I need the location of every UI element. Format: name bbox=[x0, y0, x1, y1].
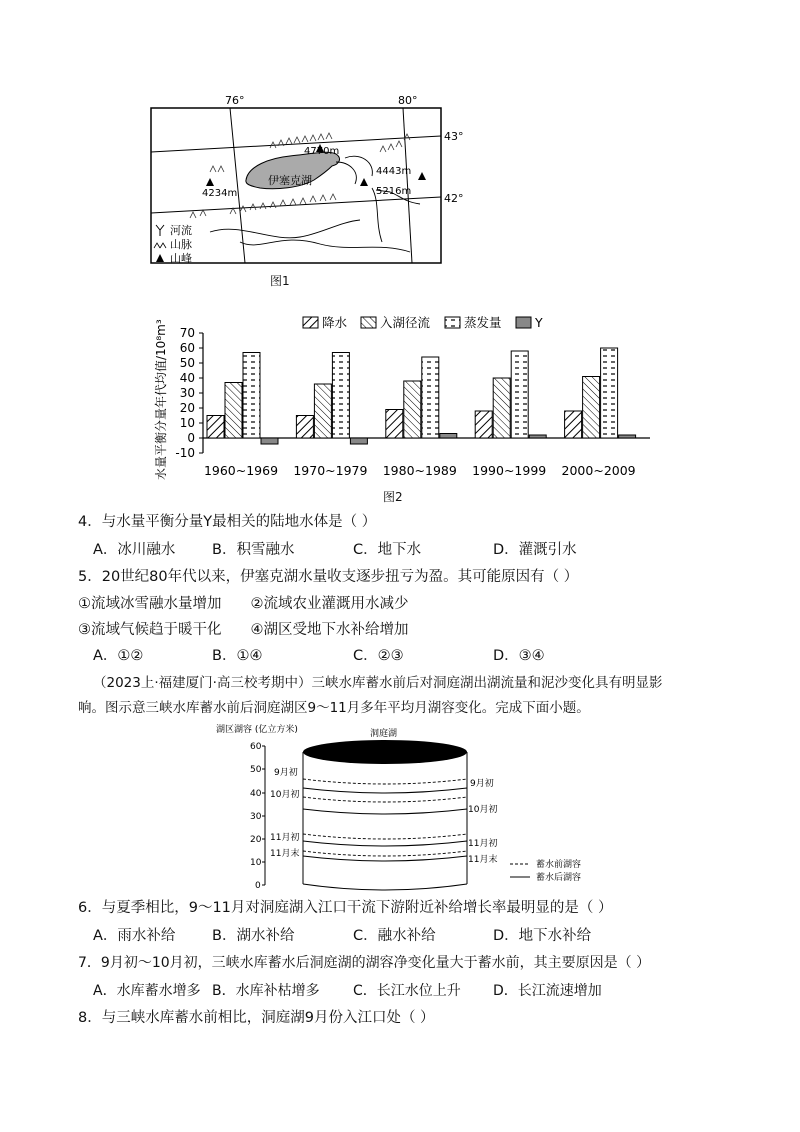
intro-line-1: （2023上·福建厦门·高三校考期中）三峡水库蓄水前后对洞庭湖出湖流量和泥沙变化具有明显影 bbox=[93, 675, 663, 691]
question-5-option-d: D．③④ bbox=[493, 648, 545, 664]
legend-mountain: 山脉 bbox=[170, 238, 192, 251]
question-4-stem: 4．与水量平衡分量Y最相关的陆地水体是（ ） bbox=[78, 514, 377, 530]
bar bbox=[601, 348, 618, 438]
question-7-option-b: B．水库补枯增多 bbox=[212, 983, 320, 999]
y-tick-label: 0 bbox=[187, 431, 195, 445]
right-label-nov-end: 11月末 bbox=[468, 855, 498, 865]
figure-3-cylinder bbox=[210, 722, 600, 894]
question-5-line-1: ①流域冰雪融水量增加 ②流域农业灌溉用水减少 bbox=[78, 596, 409, 612]
y-tick-label: 10 bbox=[179, 416, 195, 430]
left-label-nov-end: 11月末 bbox=[270, 849, 300, 859]
legend-peak: 山峰 bbox=[170, 252, 192, 265]
legend-swatch bbox=[516, 317, 531, 328]
fig3-ytick-10: 10 bbox=[250, 858, 262, 868]
y-tick-label: 60 bbox=[179, 341, 195, 355]
fig3-ytick-50: 50 bbox=[250, 765, 262, 775]
left-label-sep: 9月初 bbox=[274, 768, 298, 778]
figure-1-map bbox=[150, 92, 464, 267]
legend-before: 蓄水前湖容 bbox=[536, 860, 582, 870]
bar bbox=[296, 416, 313, 439]
bar bbox=[583, 377, 600, 439]
bar bbox=[511, 351, 528, 438]
question-5-option-b: B．①④ bbox=[212, 648, 263, 664]
y-tick-label: 70 bbox=[179, 326, 195, 340]
legend-label: 入湖径流 bbox=[380, 315, 431, 330]
x-tick-label: 1970~1979 bbox=[293, 463, 368, 478]
left-label-nov-start: 11月初 bbox=[270, 833, 300, 843]
intro-line-2: 响。图示意三峡水库蓄水前后洞庭湖区9～11月多年平均月湖容变化。完成下面小题。 bbox=[78, 700, 590, 716]
question-4-option-a: A．冰川融水 bbox=[93, 542, 176, 558]
fig3-title: 洞庭湖 bbox=[370, 729, 398, 739]
question-8-stem: 8．与三峡水库蓄水前相比，洞庭湖9月份入江口处（ ） bbox=[78, 1010, 435, 1026]
bar bbox=[207, 416, 224, 439]
y-tick-label: 40 bbox=[179, 371, 195, 385]
legend-label: 降水 bbox=[322, 315, 348, 330]
bar bbox=[565, 411, 582, 438]
fig3-ytick-0: 0 bbox=[255, 881, 261, 891]
peak-label-4770: 4770m bbox=[304, 146, 340, 157]
bar bbox=[261, 438, 278, 444]
legend-swatch bbox=[445, 317, 460, 328]
question-6-option-c: C．融水补给 bbox=[353, 928, 436, 944]
fig3-ytick-30: 30 bbox=[250, 812, 262, 822]
x-tick-label: 1980~1989 bbox=[382, 463, 457, 478]
x-tick-label: 2000~2009 bbox=[561, 463, 636, 478]
bar bbox=[440, 434, 457, 439]
legend-label: 蒸发量 bbox=[464, 315, 502, 330]
bar bbox=[619, 435, 636, 438]
y-tick-label: 20 bbox=[179, 401, 195, 415]
question-5-line-2: ③流域气候趋于暖干化 ④湖区受地下水补给增加 bbox=[78, 622, 409, 638]
question-7-option-c: C．长江水位上升 bbox=[353, 983, 461, 999]
bar bbox=[243, 353, 260, 439]
figure-2-chart bbox=[145, 305, 660, 480]
legend-swatch bbox=[303, 317, 318, 328]
bar bbox=[332, 353, 349, 439]
question-4-option-d: D．灌溉引水 bbox=[493, 542, 577, 558]
bar bbox=[314, 384, 331, 438]
fig3-ytick-40: 40 bbox=[250, 789, 262, 799]
figure-2-caption: 图2 bbox=[383, 490, 403, 504]
lat-label-43: 43° bbox=[444, 130, 464, 143]
question-4-option-c: C．地下水 bbox=[353, 542, 422, 558]
lake-label: 伊塞克湖 bbox=[268, 174, 312, 187]
right-label-sep: 9月初 bbox=[470, 779, 494, 789]
bar bbox=[529, 435, 546, 438]
bar bbox=[386, 410, 403, 439]
question-6-option-b: B．湖水补给 bbox=[212, 928, 295, 944]
question-7-stem: 7．9月初～10月初，三峡水库蓄水后洞庭湖的湖容净变化量大于蓄水前，其主要原因是（ ） bbox=[78, 955, 651, 971]
fig3-ytick-20: 20 bbox=[250, 835, 262, 845]
bar bbox=[493, 378, 510, 438]
lon-label-80: 80° bbox=[398, 94, 418, 107]
question-5-stem: 5．20世纪80年代以来，伊塞克湖水量收支逐步扭亏为盈。其可能原因有（ ） bbox=[78, 569, 579, 585]
legend-after: 蓄水后湖容 bbox=[536, 873, 582, 883]
legend-swatch bbox=[361, 317, 376, 328]
question-7-option-a: A．水库蓄水增多 bbox=[93, 983, 201, 999]
lon-label-76: 76° bbox=[225, 94, 245, 107]
peak-label-4443: 4443m bbox=[376, 166, 412, 177]
lat-label-42: 42° bbox=[444, 192, 464, 205]
x-tick-label: 1960~1969 bbox=[203, 463, 279, 478]
fig3-ylabel: 湖区湖容 (亿立方米) bbox=[216, 725, 298, 735]
chart-ylabel: 水量平衡分量年代均值/10⁸m³ bbox=[154, 319, 168, 480]
y-tick-label: -10 bbox=[175, 446, 195, 460]
question-6-option-a: A．雨水补给 bbox=[93, 928, 176, 944]
legend-river: 河流 bbox=[170, 224, 192, 237]
question-5-option-a: A．①② bbox=[93, 648, 144, 664]
bar bbox=[350, 438, 367, 444]
question-5-option-c: C．②③ bbox=[353, 648, 404, 664]
question-7-option-d: D．长江流速增加 bbox=[493, 983, 602, 999]
right-label-nov-start: 11月初 bbox=[468, 839, 498, 849]
peak-label-5216: 5216m bbox=[376, 186, 412, 197]
question-4-option-b: B．积雪融水 bbox=[212, 542, 295, 558]
y-tick-label: 50 bbox=[179, 356, 195, 370]
y-tick-label: 30 bbox=[179, 386, 195, 400]
peak-label-4234: 4234m bbox=[202, 188, 238, 199]
left-label-oct: 10月初 bbox=[270, 790, 300, 800]
bar bbox=[422, 357, 439, 438]
legend-label: Y bbox=[535, 315, 543, 330]
fig3-ytick-60: 60 bbox=[250, 742, 262, 752]
figure-1-caption: 图1 bbox=[270, 274, 290, 288]
bar bbox=[225, 383, 242, 439]
bar bbox=[404, 381, 421, 438]
cylinder-top bbox=[303, 740, 467, 764]
question-6-option-d: D．地下水补给 bbox=[493, 928, 592, 944]
right-label-oct: 10月初 bbox=[468, 805, 498, 815]
bar bbox=[475, 411, 492, 438]
question-6-stem: 6．与夏季相比，9～11月对洞庭湖入江口干流下游附近补给增长率最明显的是（ ） bbox=[78, 900, 613, 916]
x-tick-label: 1990~1999 bbox=[472, 463, 547, 478]
